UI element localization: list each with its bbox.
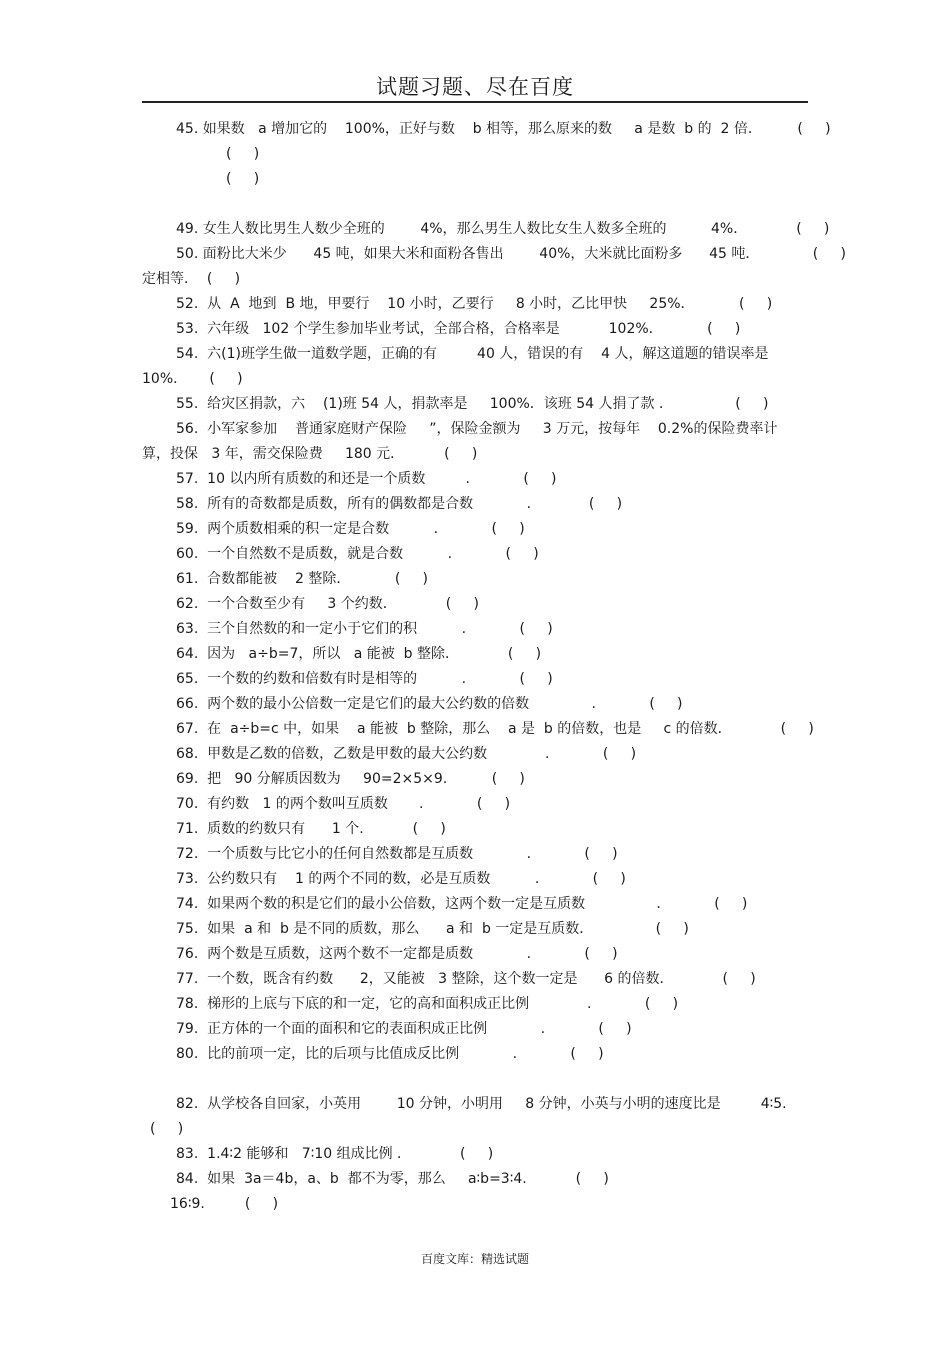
question-line: 68. 甲数是乙数的倍数，乙数是甲数的最大公约数 . ( ): [176, 746, 637, 762]
question-line: 55. 给灾区捐款，六 (1)班 54 人，捐款率是 100%．该班 54 人捐了款 ． ( ): [176, 396, 769, 412]
question-line: 54. 六(1)班学生做一道数学题，正确的有 40 人，错误的有 4 人，解这道题的错误率是: [176, 346, 769, 362]
question-line: 50. 面粉比大米少 45 吨，如果大米和面粉各售出 40%，大米就比面粉多 45 吨． ( ): [176, 246, 846, 262]
question-line: 83. 1.4∶2 能够和 7∶10 组成比例 ． ( ): [176, 1146, 494, 1162]
question-line: 72. 一个质数与比它小的任何自然数都是互质数 . ( ): [176, 846, 618, 862]
question-line: 80. 比的前项一定，比的后项与比值成反比例 . ( ): [176, 1046, 604, 1062]
question-line: 63. 三个自然数的和一定小于它们的积 . ( ): [176, 621, 553, 637]
page-header-title: 试题习题、尽在百度: [376, 75, 574, 99]
question-line: 57. 10 以内所有质数的和还是一个质数 . ( ): [176, 471, 557, 487]
question-line: 算，投保 3 年，需交保险费 180 元． ( ): [142, 446, 478, 462]
question-line: 45. 如果数 a 增加它的 100%，正好与数 b 相等，那么原来的数 a 是数 b 的 2 倍． ( ): [176, 121, 831, 137]
question-line: 61. 合数都能被 2 整除． ( ): [176, 571, 428, 587]
question-line: ( ): [150, 1121, 184, 1137]
question-line: 10%． ( ): [142, 371, 243, 387]
question-line: 16∶9. ( ): [170, 1196, 279, 1212]
question-line: 定相等． ( ): [142, 271, 241, 287]
question-line: 75. 如果 a 和 b 是不同的质数，那么 a 和 b 一定是互质数． ( ): [176, 921, 689, 937]
question-line: 74. 如果两个数的积是它们的最小公倍数，这两个数一定是互质数 . ( ): [176, 896, 748, 912]
question-line: 77. 一个数，既含有约数 2，又能被 3 整除，这个数一定是 6 的倍数． ( ): [176, 971, 756, 987]
question-line: 60. 一个自然数不是质数，就是合数 . ( ): [176, 546, 539, 562]
question-line: 66. 两个数的最小公倍数一定是它们的最大公约数的倍数 . ( ): [176, 696, 683, 712]
page-footer: 百度文库：精选试题: [420, 1252, 529, 1266]
question-line: 52. 从 A 地到 B 地，甲要行 10 小时，乙要行 8 小时，乙比甲快 25%． ( ): [176, 296, 773, 312]
question-line: 73. 公约数只有 1 的两个不同的数，必是互质数 . ( ): [176, 871, 626, 887]
question-line: 84. 如果 3a＝4b，a、b 都不为零，那么 a∶b=3∶4. ( ): [176, 1171, 609, 1187]
question-line: 69. 把 90 分解质因数为 90=2×5×9. ( ): [176, 771, 525, 787]
question-line: 58. 所有的奇数都是质数，所有的偶数都是合数 . ( ): [176, 496, 623, 512]
question-line: 67. 在 a÷b=c 中，如果 a 能被 b 整除，那么 a 是 b 的倍数，也是 c 的倍数． ( ): [176, 721, 814, 737]
question-line: 65. 一个数的约数和倍数有时是相等的 . ( ): [176, 671, 553, 687]
question-line: 70. 有约数 1 的两个数叫互质数 . ( ): [176, 796, 511, 812]
question-line: 59. 两个质数相乘的积一定是合数 . ( ): [176, 521, 525, 537]
question-line: 71. 质数的约数只有 1 个. ( ): [176, 821, 446, 837]
question-line: 53. 六年级 102 个学生参加毕业考试，全部合格，合格率是 102%． ( ): [176, 321, 741, 337]
question-line: 78. 梯形的上底与下底的和一定，它的高和面积成正比例 . ( ): [176, 996, 679, 1012]
question-line: ( ): [226, 171, 260, 187]
question-line: 62. 一个合数至少有 3 个约数． ( ): [176, 596, 479, 612]
question-line: 49. 女生人数比男生人数少全班的 4%，那么男生人数比女生人数多全班的 4%． ( ): [176, 221, 830, 237]
question-line: ( ): [226, 146, 260, 162]
header-divider: [142, 101, 808, 103]
question-line: 76. 两个数是互质数，这两个数不一定都是质数 . ( ): [176, 946, 618, 962]
question-line: 79. 正方体的一个面的面积和它的表面积成正比例 . ( ): [176, 1021, 632, 1037]
question-line: 64. 因为 a÷b=7，所以 a 能被 b 整除． ( ): [176, 646, 542, 662]
question-line: 82. 从学校各自回家，小英用 10 分钟，小明用 8 分钟，小英与小明的速度比是 4∶5.: [176, 1096, 787, 1112]
question-line: 56. 小军家参加 普通家庭财产保险 ”，保险金额为 3 万元，按每年 0.2%的保险费率计: [176, 421, 778, 437]
